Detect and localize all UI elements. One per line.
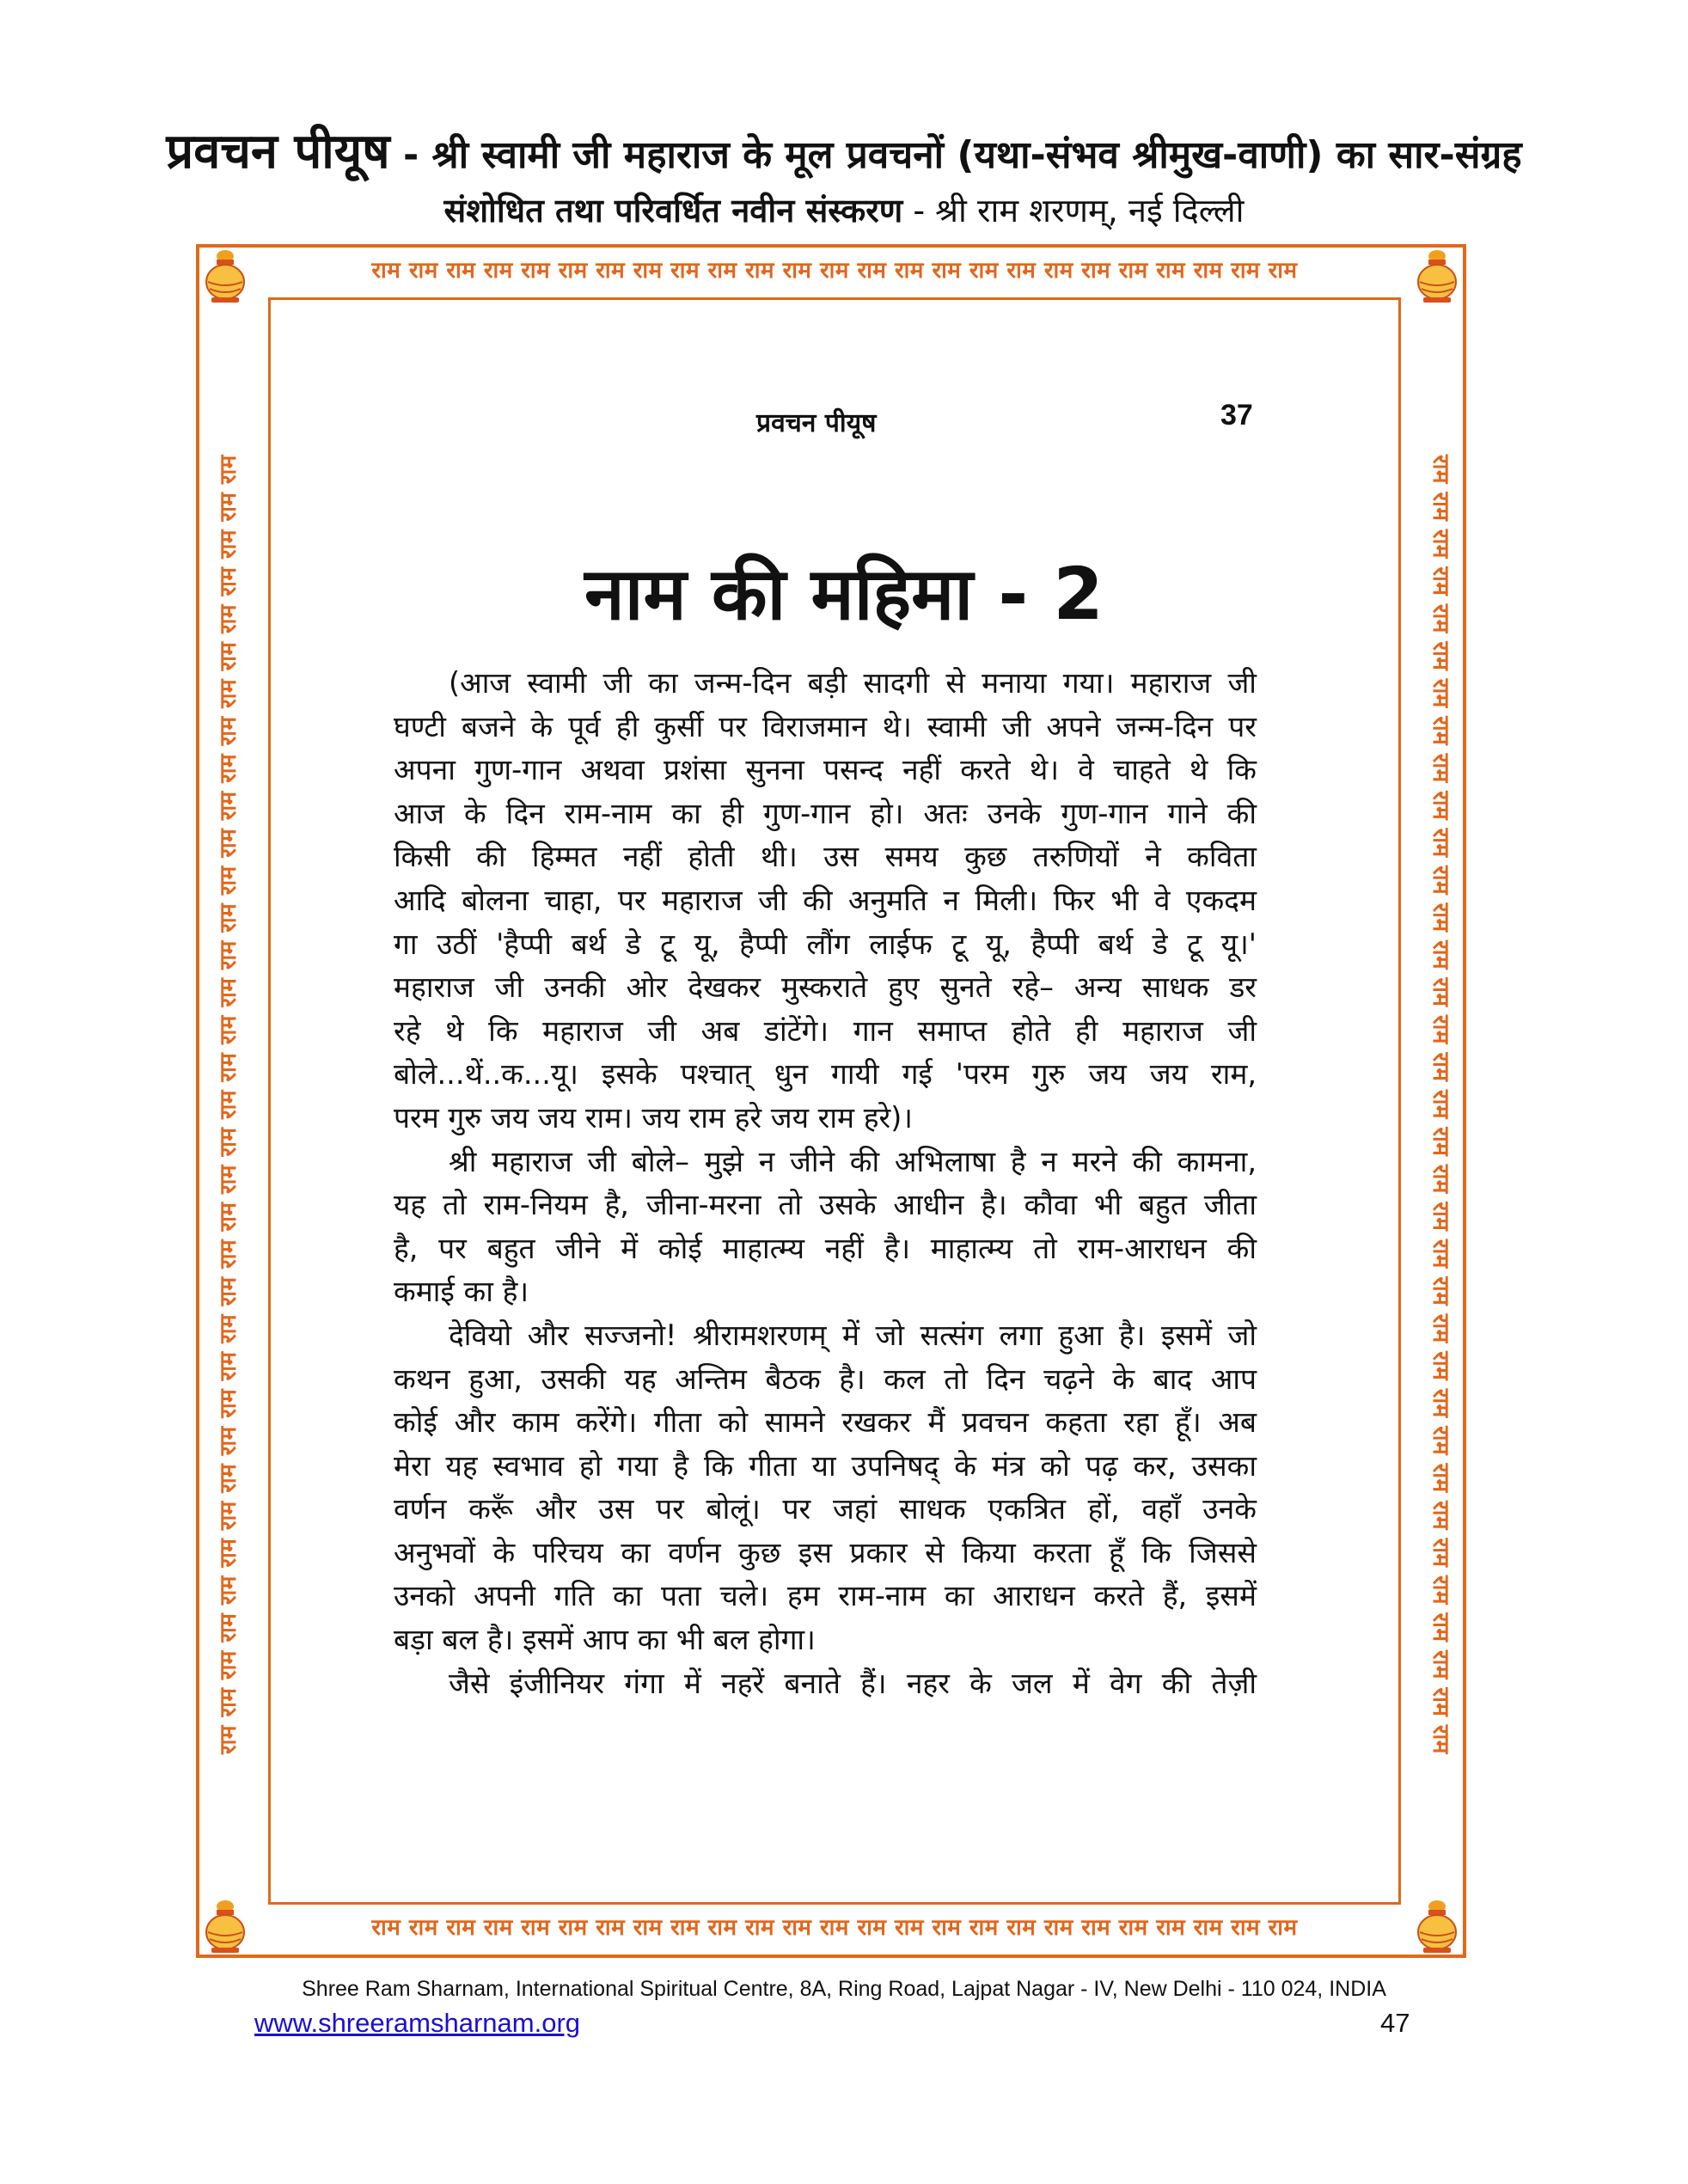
kalash-icon — [1411, 1898, 1463, 1955]
text-line: मेरा यह स्वभाव हो गया है कि गीता या उपनिषद् के मंत्र को पढ़ कर, उसका — [394, 1448, 1257, 1483]
pdf-page-number: 47 — [1380, 2008, 1410, 2038]
edition-label: संशोधित तथा परिवर्धित नवीन संस्करण — [443, 192, 903, 229]
text-line: है, पर बहुत जीने में कोई माहात्म्य नहीं है। माहात्म्य तो राम-आराधन की — [394, 1231, 1257, 1265]
kalash-icon — [199, 248, 251, 304]
text-line: किसी की हिम्मत नहीं होती थी। उस समय कुछ तरुणियों ने कविता — [394, 840, 1257, 874]
ram-border-bottom: राम राम राम राम राम राम राम राम राम राम राम राम राम राम राम राम राम राम राम राम राम राम राम राम राम — [371, 1915, 1298, 1941]
text-line: (आज स्वामी जी का जन्म-दिन बड़ी सादगी से मनाया गया। महाराज जी — [449, 666, 1257, 700]
text-line: घण्टी बजने के पूर्व ही कुर्सी पर विराजमान थे। स्वामी जी अपने जन्म-दिन पर — [394, 709, 1257, 743]
text-line: बड़ा बल है। इसमें आप का भी बल होगा। — [394, 1623, 816, 1657]
text-line: यह तो राम-नियम है, जीना-मरना तो उसके आधीन है। कौवा भी बहुत जीता — [394, 1188, 1257, 1222]
kalash-icon — [1411, 248, 1463, 304]
text-line: कोई और काम करेंगे। गीता को सामने रखकर मैं प्रवचन कहता रहा हूँ। अब — [394, 1405, 1257, 1440]
text-line: कमाई का है। — [394, 1275, 529, 1309]
body-text — [394, 662, 1257, 1705]
text-line: रहे थे कि महाराज जी अब डांटेंगे। गान समाप्त होते ही महाराज जी — [394, 1013, 1257, 1048]
text-line: वर्णन करूँ और उस पर बोलूं। पर जहां साधक एकत्रित हों, वहाँ उनके — [394, 1492, 1257, 1526]
text-line: श्री महाराज जी बोले– मुझे न जीने की अभिलाषा है न मरने की कामना, — [449, 1144, 1257, 1178]
text-line: बोले...थें..क...यू। इसके पश्चात् धुन गायी गई 'परम गुरु जय जय राम, — [394, 1057, 1257, 1092]
text-line: आदि बोलना चाहा, पर महाराज जी की अनुमति न मिली। फिर भी वे एकदम — [394, 883, 1257, 917]
running-head: प्रवचन पीयूष — [756, 408, 877, 438]
text-line: अपना गुण-गान अथवा प्रशंसा सुनना पसन्द नहीं करते थे। वे चाहते थे कि — [394, 753, 1257, 787]
text-line: उनको अपनी गति का पता चले। हम राम-नाम का आराधन करते हैं, इसमें — [394, 1579, 1257, 1613]
book-title: प्रवचन पीयूष — [166, 124, 390, 180]
book-description: - श्री स्वामी जी महाराज के मूल प्रवचनों (यथा-संभव श्रीमुख-वाणी) का सार-संग्रह — [389, 133, 1522, 177]
footer-address: Shree Ram Sharnam, International Spiritual Centre, 8A, Ring Road, Lajpat Nagar - IV, New Delhi - 110 024, INDIA — [302, 1977, 1386, 2001]
text-line: आज के दिन राम-नाम का ही गुण-गान हो। अतः उनके गुण-गान गाने की — [394, 796, 1257, 830]
text-line: कथन हुआ, उसकी यह अन्तिम बैठक है। कल तो दिन चढ़ने के बाद आप — [394, 1361, 1257, 1396]
website-link[interactable]: www.shreeramsharnam.org — [254, 2008, 581, 2038]
text-line: देवियो और सज्जनो! श्रीरामशरणम् में जो सत्संग लगा हुआ है। इसमें जो — [449, 1318, 1257, 1352]
ram-border-left: राम राम राम राम राम राम राम राम राम राम राम राम राम राम राम राम राम राम राम राम राम राम राम राम राम राम राम राम राम राम राम राम राम राम राम — [216, 455, 242, 1754]
ram-border-top: राम राम राम राम राम राम राम राम राम राम राम राम राम राम राम राम राम राम राम राम राम राम राम राम राम — [371, 258, 1298, 284]
kalash-icon — [199, 1898, 251, 1955]
text-line: परम गुरु जय जय राम। जय राम हरे जय राम हरे)। — [394, 1100, 913, 1135]
document-header-subtitle — [0, 187, 1688, 232]
book-page-number: 37 — [1220, 399, 1253, 431]
ram-border-right: राम राम राम राम राम राम राम राम राम राम राम राम राम राम राम राम राम राम राम राम राम राम राम राम राम राम राम राम राम राम राम राम राम राम राम — [1428, 455, 1453, 1754]
text-line: अनुभवों के परिचय का वर्णन कुछ इस प्रकार से किया करता हूँ कि जिससे — [394, 1535, 1257, 1569]
publisher-label: - श्री राम शरणम्, नई दिल्ली — [902, 192, 1245, 229]
document-header-title — [0, 117, 1688, 182]
text-line: महाराज जी उनकी ओर देखकर मुस्कराते हुए सुनते रहे– अन्य साधक डर — [394, 970, 1257, 1005]
chapter-title: नाम की महिमा - 2 — [584, 552, 1104, 636]
text-line: गा उठीं 'हैप्पी बर्थ डे टू यू, हैप्पी लौंग लाईफ टू यू, हैप्पी बर्थ डे टू यू।' — [394, 927, 1257, 961]
text-line: जैसे इंजीनियर गंगा में नहरें बनाते हैं। नहर के जल में वेग की तेज़ी — [449, 1666, 1257, 1700]
